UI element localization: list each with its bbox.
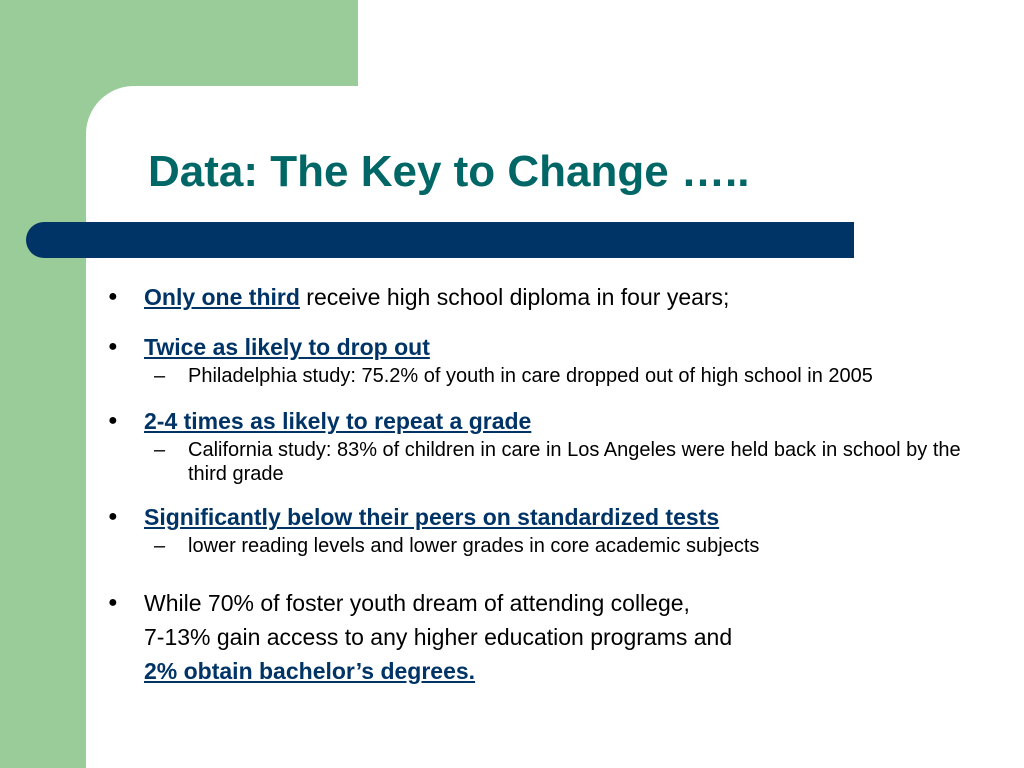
filled-circle-bullet-icon: ● — [108, 508, 118, 525]
dash-bullet-icon: – — [154, 439, 166, 461]
bullet-emphasis-2: Twice as likely to drop out — [144, 334, 430, 360]
bullet-emphasis-4: Significantly below their peers on standardized tests — [144, 504, 720, 530]
sub-bullet-3-1 — [100, 438, 980, 486]
filled-circle-bullet-icon: ● — [108, 338, 118, 355]
dash-bullet-icon: – — [154, 535, 166, 557]
final-line-2: 7-13% gain access to any higher education programs and — [144, 624, 733, 650]
bullet-item-5 — [100, 586, 980, 688]
filled-circle-bullet-icon: ● — [108, 288, 118, 305]
bullet-item-1 — [100, 280, 980, 314]
sub-bullet-text: lower reading levels and lower grades in core academic subjects — [188, 535, 760, 557]
bullet-text-1: receive high school diploma in four years; — [299, 284, 730, 310]
bullet-emphasis-3: 2-4 times as likely to repeat a grade — [144, 408, 532, 434]
final-line-3: 2% obtain bachelor’s degrees. — [144, 658, 476, 684]
title-accent-bar — [26, 222, 854, 258]
sub-bullet-text: Philadelphia study: 75.2% of youth in care dropped out of high school in 2005 — [188, 365, 873, 387]
sub-bullet-2-1 — [100, 364, 980, 388]
final-line-1: While 70% of foster youth dream of attending college, — [144, 590, 690, 616]
sub-bullet-4-1 — [100, 534, 980, 558]
bullet-emphasis-1: Only one third — [144, 284, 300, 310]
slide-content — [100, 280, 980, 688]
bullet-item-4 — [100, 500, 980, 534]
sub-bullet-text: California study: 83% of children in care in Los Angeles were held back in school by the third grade — [188, 439, 961, 485]
dash-bullet-icon: – — [154, 365, 166, 387]
bullet-item-3 — [100, 404, 980, 438]
bullet-item-2 — [100, 330, 980, 364]
filled-circle-bullet-icon: ● — [108, 412, 118, 429]
slide-title: Data: The Key to Change ….. — [148, 147, 750, 196]
filled-circle-bullet-icon: ● — [108, 594, 118, 611]
